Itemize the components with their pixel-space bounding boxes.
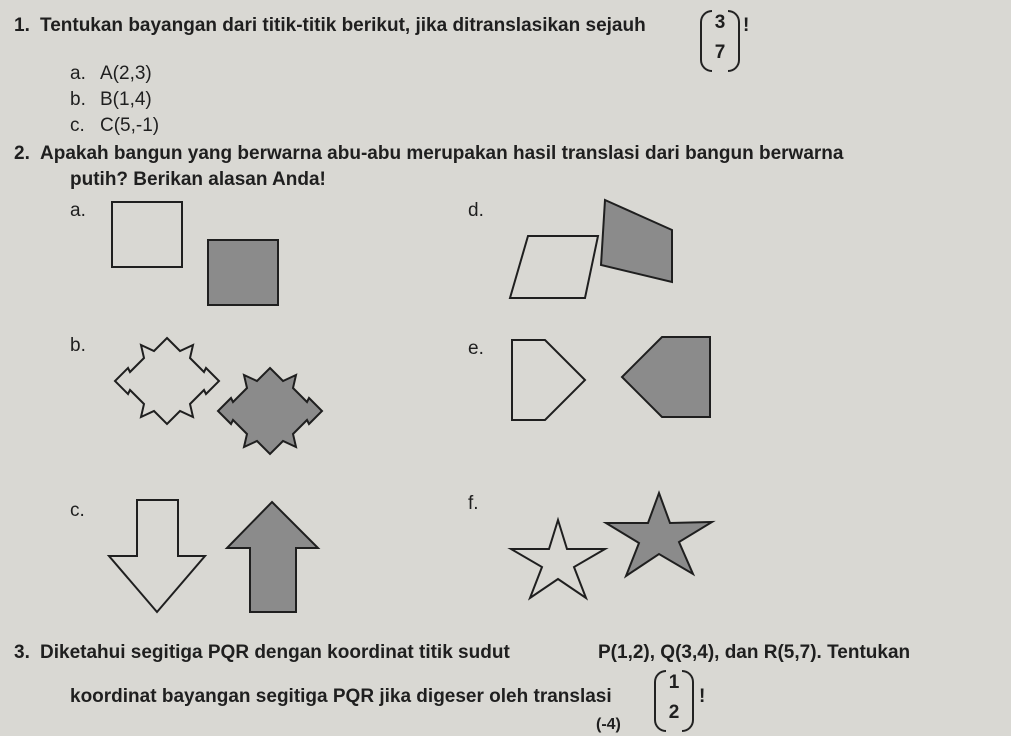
figure-f-white-star <box>511 520 605 598</box>
q1-item-c-point: C(5,-1) <box>100 115 160 136</box>
q2-line1: Apakah bangun yang berwarna abu-abu merupakan hasil translasi dari bangun berwarna <box>40 143 844 164</box>
q2-label-f: f. <box>468 493 479 514</box>
q1-item-b-label: b. <box>70 89 86 110</box>
q3-line2: koordinat bayangan segitiga PQR jika digeser oleh translasi <box>70 686 612 707</box>
q3-vector <box>654 670 694 728</box>
figure-c-gray-arrow-up <box>227 502 318 612</box>
figure-e-gray-pentagon <box>622 337 710 417</box>
figure-a-white-square <box>112 202 182 267</box>
figure-d-gray-parallelogram <box>601 200 672 282</box>
q1-item-a-label: a. <box>70 63 86 84</box>
q1-vector-top: 3 <box>714 12 726 33</box>
q3-number: 3. <box>14 642 30 663</box>
q3-line1-a: Diketahui segitiga PQR dengan koordinat titik sudut <box>40 642 510 663</box>
figure-b-gray-cross <box>218 368 322 454</box>
q1-item-c-label: c. <box>70 115 85 136</box>
q1-number: 1. <box>14 15 30 36</box>
q3-line1-b: P(1,2), Q(3,4), dan R(5,7). Tentukan <box>598 642 911 663</box>
q2-label-e: e. <box>468 338 484 359</box>
figure-a-gray-square <box>208 240 278 305</box>
q3-stray-text: (-4) <box>596 716 621 733</box>
figure-b-white-cross <box>115 338 219 424</box>
q2-label-b: b. <box>70 335 86 356</box>
q2-label-a: a. <box>70 200 86 221</box>
figure-e-white-pentagon <box>512 340 585 420</box>
q2-label-d: d. <box>468 200 484 221</box>
q1-vector-bottom: 7 <box>714 42 726 63</box>
figure-d-white-parallelogram <box>510 236 598 298</box>
q1-text: Tentukan bayangan dari titik-titik berikut, jika ditranslasikan sejauh <box>40 15 646 36</box>
q3-vector-top: 1 <box>668 672 680 693</box>
q3-end: ! <box>699 686 706 707</box>
q3-vector-bottom: 2 <box>668 702 680 723</box>
q2-label-c: c. <box>70 500 85 521</box>
q1-item-b-point: B(1,4) <box>100 89 152 110</box>
figure-f-gray-star <box>606 493 712 576</box>
q1-item-a-point: A(2,3) <box>100 63 152 84</box>
q1-end: ! <box>743 15 750 36</box>
figure-c-white-arrow-down <box>109 500 205 612</box>
q2-number: 2. <box>14 143 30 164</box>
q2-line2: putih? Berikan alasan Anda! <box>70 169 326 190</box>
